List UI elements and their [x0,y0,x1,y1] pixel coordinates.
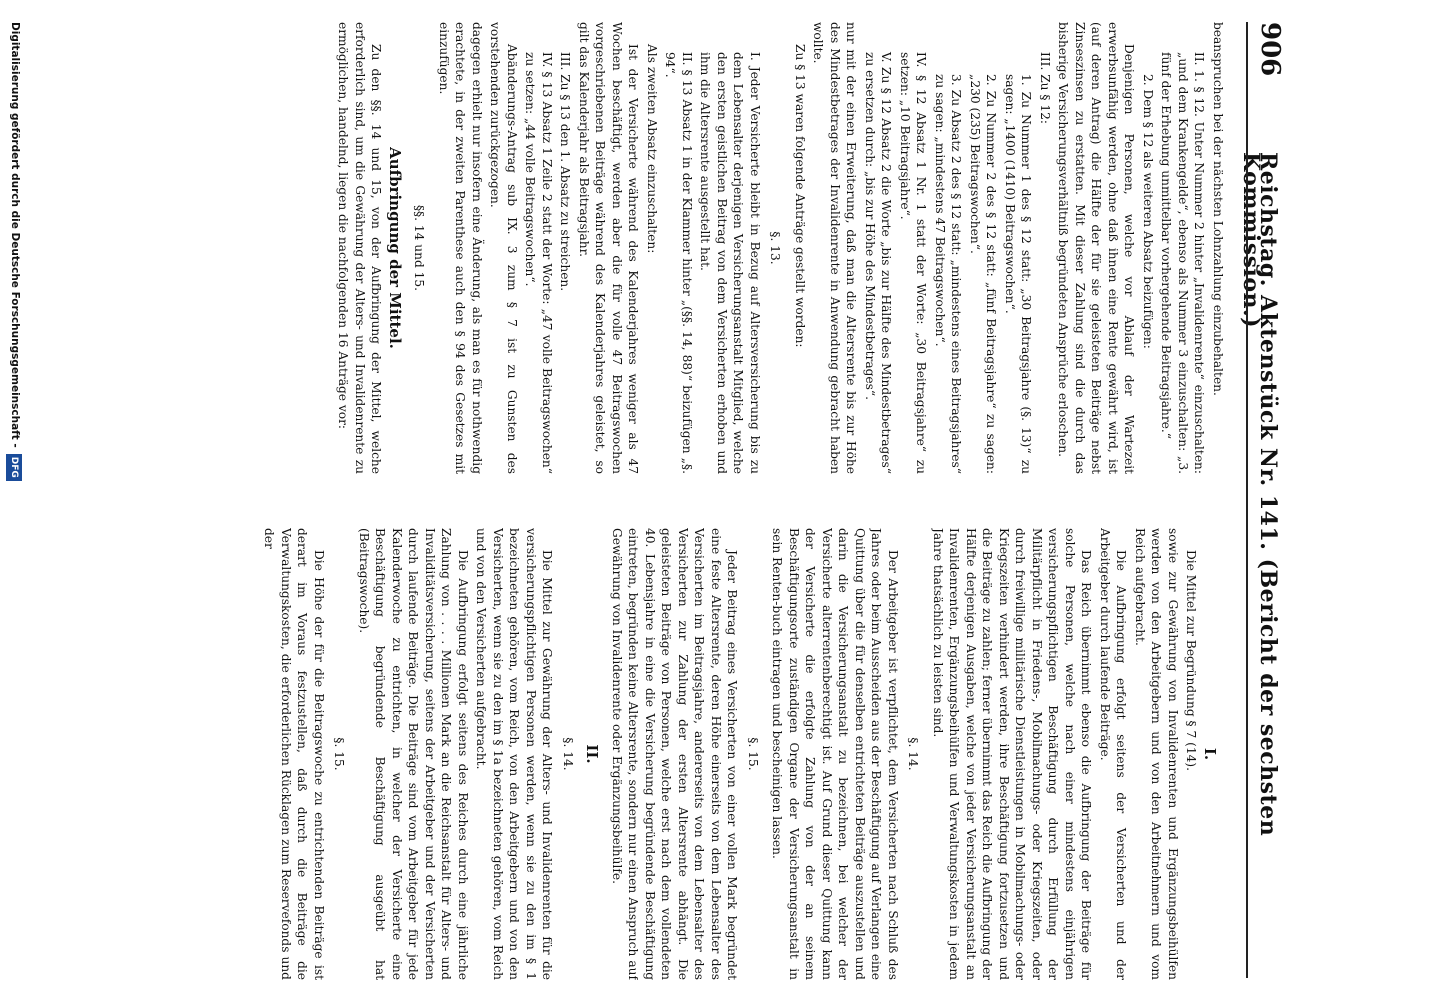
dfg-logo: DFG [6,454,23,481]
paragraph: Ist der Versicherte während des Kalenderjahres weniger als 47 Wochen beschäftigt, werden aber die für volle 47 Beitragswochen vorgeschriebenen Beiträge während des Kalenderjahres geleistet, so gilt das Kalenderjahr als Beitragsjahr. [577,22,641,474]
paragraph: dagegen erhielt nur insofern eine Änderung, als man es für nothwendig erachtete, in der zweiten Parenthese auch den § 94 des Gesetzes mit einzufügen. [437,22,484,474]
motion-item [1158,22,1208,474]
section-heading: §. 14. [906,737,921,771]
paragraph: beanspruchen bei der nächsten Lohnzahlung einzubehalten. [1211,22,1225,396]
running-title: Reichstag. Aktenstück Nr. 141. (Bericht der sechsten Kommission.) [1238,152,1281,837]
page-header [1238,22,1286,978]
paragraph: Die Aufbringung erfolgt seitens des Reiches durch eine jährliche Zahlung von . . . . Millionen Mark an die Reichsanstalt für Alters- und Invaliditätsversicherung, seitens der Arbeitgeber und der Versicherten durch laufende Beiträge. Die Beiträge sind vom Arbeitgeber für jede Kalenderwoche zu entrichten, in welcher der Versicherte eine Beschäftigung begründende Beschäftigung ausgeübt hat (Beitragswoche). [357,528,470,980]
paragraph: Die Aufbringung erfolgt seitens der Versicherten und der Arbeitgeber durch laufende Beiträge. [1098,528,1129,980]
section-heading: §. 15. [332,737,347,771]
section-title: Aufbringung der Mittel. [386,147,404,349]
credit-text: Digitalisierung gefördert durch die Deutsche Forschungsgemeinschaft - [9,22,22,448]
motion-number: II. [583,744,602,764]
page-number: 906 [1255,22,1285,77]
digitization-credit [6,22,24,481]
section-heading: §. 14. [561,737,575,771]
paragraph: Jeder Beitrag eines Versicherten von einer vollen Mark begründet eine feste Altersrente, deren Höhe einerseits von dem Lebensalter des Versicherten im Beitragsjahre, andererseits von dem Lebensalter des Versicherten zur Zahlung der ersten Altersrente abhängt. Die geleisteten Beiträge von Personen, welche erst nach dem vollendeten 40. Lebensjahre in eine die Versicherung begründende Beschäftigung eintreten, begründen keine Altersrente, sondern nur einen Anspruch auf Gewährung von Invalidenrente oder Ergänzungsbeihülfe. [610,528,740,980]
paragraph: Die Höhe der für die Beitragswoche zu entrichtenden Beiträge ist derart im Voraus festzustellen, daß durch die Beiträge die Verwaltungskosten, die erforderlichen Rücklagen zum Reservefonds und der [262,528,326,980]
motion-subitem: 1. Zu Nummer 1 des § 12 statt: „30 Beitragsjahre (§. 13)“ zu sagen: „1400 (1410) Beitragswochen“. [1003,74,1034,474]
right-column [40,528,1226,980]
motion-subitem: 2. Dem § 12 als weiteren Absatz beizufügen: [1141,74,1155,349]
paragraph: Die Mittel zur Begründung § 7 (14). [1184,550,1199,772]
paragraph: Denjenigen Personen, welche vor Ablauf der Wartezeit erwerbsunfähig werden, ohne daß ihnen eine Rente gewährt wird, ist (auf deren Antrag) die Hälfte der für sie geleisteten Beiträge nebst Zinseszinsen zu erstatten. Mit dieser Zahlung sind die durch das bisherige Versicherungsverhältniß begründeten Ansprüche erloschen. [1056,22,1137,474]
paragraph: Als zweiten Absatz einzuschalten: [645,44,659,254]
motion-item: V. Zu § 12 Absatz 2 die Worte „bis zur Hälfte des Mindestbetrages“ zu ersetzen durch: „bis zur Höhe des Mindestbetrages“. [863,52,894,474]
motion-item: I. Jeder Versicherte bleibt in Bezug auf Altersversicherung bis zu dem Lebensalter derjenigen Versicherungsanstalt Mitglied, welche den ersten geistlichen Beitrag von dem Versicherten erhoben und ihm die Altersrente ausgestellt hat. [698,52,762,474]
paragraph: Der Arbeitgeber ist verpflichtet, dem Versicherten nach Schluß des Jahres oder beim Ausscheiden aus der Beschäftigung auf Verlangen eine Quittung über die für denselben entrichteten Beiträge auszustellen und darin die Versicherungsanstalt zu bezeichnen, bei welcher der Versicherte alterrentenberechtigt ist. Auf Grund dieser Quittung kann der Versicherte die erfolgte Zahlung von der an seinem Beschäftigungsorte zuständigen Organe der Versicherungsanstalt in sein Renten-buch eintragen und bescheinigen lassen. [770,528,900,980]
paragraph: nur mit der einen Erweiterung, daß man die Altersrente bis zur Höhe des Mindestbetrages der Invalidenrente in Anwendung gebracht haben wollte. [811,22,859,474]
motion-subitem: 3. Zu Absatz 2 des § 12 statt: „mindestens eines Beitragsjahres“ zu sagen: „mindestens 47 Beitragswochen“. [933,74,964,474]
paragraph: Abänderungs-Antrag sub IX. 3 zum § 7 ist zu Gunsten des vorstehenden zurückgezogen. [488,22,519,474]
motion-item: IV. § 12 Absatz 1 Nr. 1 statt der Worte: „30 Beitragsjahre“ zu setzen: „10 Beitragsjahre“. [898,52,929,474]
section-heading: §. 15. [746,737,760,771]
paragraph: Das Reich übernimmt ebenso die Aufbringung der Beiträge für solche Personen, welche nach einer mindestens einjährigen versicherungspflichtigen Beschäftigung durch Erfüllung der Militärpflicht in Friedens-, Mobilmachungs- oder Kriegszeiten, oder durch freiwillige militärische Dienstleistungen in Mobilmachungs- oder Kriegszeiten verhindert werden, ihre Beschäftigung fortzusetzen und die Beiträge zu zahlen; ferner übernimmt das Reich die Aufbringung der Hälfte derjenigen Ausgaben, welche von jeder Versicherungsanstalt an Invalidenrenten, Ergänzungsbeihülfen und Verwaltungskosten in jedem Jahre thatsächlich zu leisten sind. [931,528,1094,980]
motion-item: II. § 13 Absatz 1 in der Klammer hinter „(§§. 14, 88)“ beizufügen „§. 94“. [663,52,694,474]
section-heading: §§. 14 und 15. [412,204,427,292]
paragraph: Zu § 13 waren folgende Anträge gestellt worden: [793,44,807,348]
motion-number: I. [1201,747,1219,761]
paragraph: Zu den §§. 14 und 15, von der Aufbringung der Mittel, welche erforderlich sind, um die Gewährung der Alters- und Invalidenrente zu ermöglichen, handelnd, liegen die nachfolgenden 16 Anträge vor: [336,22,384,474]
motion-item: III. Zu § 12: [1038,52,1052,124]
motion-item: III. Zu § 13 den 1. Absatz zu streichen. [558,52,573,292]
motion-subitem: 2. Zu Nummer 2 des § 12 statt: „fünf Beitragsjahre“ zu sagen: „230 (235) Beitragswochen“. [968,74,999,474]
paragraph: sowie zur Gewährung von Invalidenrenten und Ergänzungsbeihülfen werden von den Arbeitgebern und von den Arbeitnehmern und vom Reich aufgebracht. [1133,528,1180,980]
header-rule [1246,22,1248,978]
section-heading: §. 13. [768,231,783,265]
left-column [40,22,1226,474]
paragraph-text: II. 1. § 12. Unter Nummer 2 hinter „Invalidenrente“ einzuschalten: „und dem Krankengelde“, ebenso als Nummer 3 einzuschalten: „3. fünf der Erhebung unmittelbar vorhergehende Beitragsjahre.“ [1159,52,1207,474]
motion-item: IV. § 13 Absatz 1 Zeile 2 statt der Worte: „47 volle Beitragswochen“ zu setzen: „44 volle Beitragswochen“. [523,52,554,474]
paragraph: Die Mittel zur Gewährung der Alters- und Invalidenrenten für die versicherungspflichtigen Personen werden, wenn sie zu den im § 1 bezeichneten gehören, vom Reich, von den Arbeitgebern und von den Versicherten, wenn sie zu den im § 1a bezeichneten gehören, vom Reich und von den Versicherten aufgebracht. [474,528,555,980]
